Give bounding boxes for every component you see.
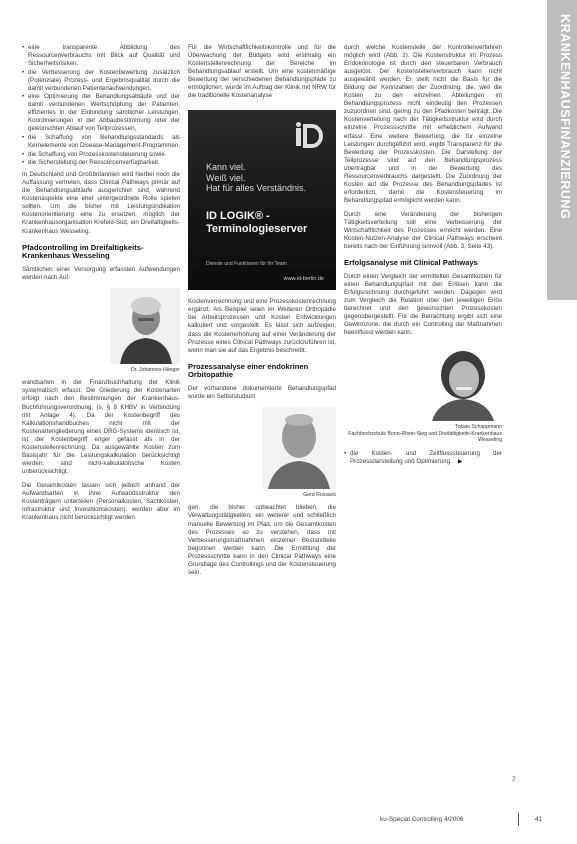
section-sidebar-label: KRANKENHAUSFINANZIERUNG	[558, 14, 572, 220]
section-heading: Prozessanalyse einer endokrinen Orbitopathie	[188, 361, 309, 380]
list-item-text: die Kosten- und Zeitflusssteuerung der Prozessdarstellung und Optimierung.	[350, 449, 502, 465]
list-item: • die Schaffung von Behandlungsstandards als Kernelemente von Disease-Management-Programmen,	[22, 134, 180, 150]
portrait-photo	[110, 288, 180, 364]
portrait-image	[262, 407, 336, 489]
body-paragraph: durch welche Kostenstelle der Kontrollenverfahren möglich wird (Abb. 2). Die Kostenstruktur im Prozess Endokrinologie ist durch den steuerbaren Verbrauch ausgelöst. Der Kostenstellenverbrauch kann nicht ausgewählt werden. Er stellt nicht die Basis für die Bildung der Kennzahlen der Zuordnung, die, weil die Kosten zu den einzelnen Abteilungen im Behandlungsprozess nicht eindeutig den Prozessen zuzuordnen sind, gering zu den Pfadkosten beiträgt. Die Kostenverteilung nach der Tätigkeitsstruktur wird durch einzelne Prozessschritte mit erheblichem Aufwand erfasst. Eine weitere Bewertung, die für einzelne Leistungen durchgeführt wird, ergibt Transparenz für die Bewertung der Prozesskosten. Die Darstellung der Teilprozesse sind auf den Behandlungsprozess übertragbar und in der Bewertung des Ressourcenverbrauchs dargestellt. Die Zuordnung der Kosten auf die Prozesse des Behandlungspfades ist erforderlich, damit die Kostensteuerung im Behandlungspfad ermöglicht werden kann.	[344, 44, 502, 204]
list-item: • eine transparente Abbildung des Ressourcenverbrauchs mit Blick auf Qualität und Sicherheitsrisiken,	[22, 44, 180, 68]
body-paragraph: Durch eine Veränderung der bisherigen Tätigkeitsverteilung soll eine Verbesserung der Wirtschaftlichkeit des Prozesses erreicht werden. Eine Kosten-Nutzen-Analyse der Clinical Pathways erscheint bereits nach der Einführung sinnvoll (Abb. 3, Seite 43).	[344, 210, 502, 251]
page-number: 41	[535, 816, 543, 823]
list-item	[344, 450, 502, 466]
portrait-image	[110, 288, 180, 364]
photo-caption: Dr. Johannes Hänger	[130, 366, 180, 373]
body-paragraph: In Deutschland und Großbritannien wird hierbei noch die Auffassung vertreten, dass Clinical Pathways primär auf die Behandlungsabläufe ausgerichtet sind, während Kostenaspekte eine eher untergeordnete Rolle spielen sollten. Um die bisher mit Leistungsindikation Kostenorientierung eine zu ersetzen, möglich der Krankenhausorganisation Krefeld-Süd, ein Dreifaltigkeits-Krankenhaus Wesseling.	[22, 171, 180, 235]
body-paragraph: wandsarten in der Finanzbuchhaltung der Klinik systematisch erfasst. Die Gliederung der Kostenarten erfolgt nach den Bestimmungen der Krankenhaus-Buchführungsverordnung, (s. § 8 KHBV in Verbindung mit Anlage 4). Da der Kostenbegriff des Kalkulationshandbuches nicht mit der Kostenartengliederung eines DRG-Systems identisch ist, ist der Kostenbegriff enger gefasst als in der Kostenstellenrechnung. Da ausgewählte Kosten zum Basisjahr für die Leistungskalkulation berücksichtigt werden, sind nicht-kalkulatorische Kosten unberücksichtigt.	[22, 379, 180, 475]
list-item: • die Sicherstellung der Ressourcenverfügbarkeit.	[22, 159, 180, 167]
column-3	[344, 44, 502, 470]
list-item: • eine Optimierung der Behandlungsabläufe und der damit verbundenen Wertschöpfung der Patienten, effizientes in der Einbindung sämtlicher Leistungen, Koordinierungen in der Abbaubestimmung oder der gewünschten Ablauf von Teilprozessen,	[22, 93, 180, 133]
ad-slogan: Kann viel. Weiß viel. Hat für alles Verständnis.	[206, 162, 307, 194]
portrait-photo	[262, 407, 336, 489]
ad-url[interactable]: www.id-berlin.de	[283, 276, 324, 283]
column-2	[188, 44, 336, 583]
margin-mark: 2	[512, 776, 516, 783]
continued-list	[344, 450, 502, 466]
goals-list	[22, 44, 180, 167]
ad-subline: Dienste und Funktionen für Ihr Team	[206, 261, 287, 268]
body-paragraph: Die Gesamtkosten lassen sich jedoch anhand der Aufwandsarten in ihrer Aufwandsstruktur den Kostenträgern unterteilen (Personalkosten, Sachkosten, Infrastruktur und Investitionskosten), werden aber im Krankenhaus nicht berücksichtigt werden.	[22, 481, 180, 522]
body-paragraph: Sämtlichen einer Versorgung erfassten Aufwendungen werden nach Auf-	[22, 265, 180, 281]
section-sidebar	[547, 0, 577, 300]
section-heading: Erfolgsanalyse mit Clinical Pathways	[344, 258, 478, 268]
footer-divider	[518, 813, 519, 826]
brand-logo	[294, 122, 324, 148]
advertisement	[188, 110, 336, 290]
portrait-image	[424, 343, 502, 421]
section-heading: Pfadcontrolling im Dreifaltigkeits-Krankenhaus Wesseling	[22, 242, 144, 261]
list-item: • die Schaffung von Prozesskostensteuerung sowie	[22, 151, 180, 159]
body-paragraph: Kostenverrechnung und eine Prozesskostenrechnung ergänzt. Als Beispiel seien im Weiteren Orthopädie bei Arbeitsprozessen und Kosten Entwicklungen kalkuliert und vorgestellt. Es lässt sich aufzeigen, dass die Kostenerhöhung auf einer Veränderung der Prozesse eines Clinical Pathways zurückzuführen ist, wenn man sie auf das Ergebnis beschreibt.	[188, 298, 336, 354]
continue-arrow-icon: ▶	[457, 458, 463, 465]
column-1	[22, 44, 180, 528]
body-paragraph: Für die Wirtschaftlichkeitskontrolle und für die Überwachung der Budgets wird erstmalig ein Kostenstellenrechnung der Bereiche im Behandlungsablauf erstellt. Um eine kostenmäßige Bewertung der verschiedenen Behandlungspfade zu ermöglichen, wurde im Auftrag der Klinik mit NRW für die traditionelle Kostenanalyse	[188, 44, 336, 100]
list-item: • die Verbesserung der Kostenbewertung zusätzlich (Potenziale) Prozess- und Ergebnisqualität durch die damit verbundenen Patientenaufwendungen,	[22, 69, 180, 93]
body-paragraph: gen, die bisher unbeachtet blieben, die Verwaltungstätigkeiten, ein weiterer und schließlich manuelle Bewertung im Pfad, um die Gesamtkosten des Prozesses so zu verstehen, dass mit Verbesserungsmaßnahmen einzelner Bestandteile begonnen werden kann. Die Ermittlung der Prozessschritte kann in den Clinical Pathways eine Grundlage des Controllings und der Kostensteuerung sein.	[188, 504, 336, 576]
body-paragraph: Durch einen Vergleich der ermittelten Gesamtkosten für einen Behandlungspfad mit den Erlösen kann die Erfolgsrechnung durchgeführt werden. Dagegen wird zum Vergleich die Relation über den jeweiligen Erlös berechnet und den gewünschten Prozesskosten gegenübergestellt. Für die Betrachtung ergibt sich eine Gewinnzone, die durch ein Controlling der Maßnahmen beeinflusst werden kann.	[344, 272, 502, 337]
ad-product: ID LOGIK® - Terminologieserver	[206, 210, 308, 236]
body-paragraph: Der vorhandene dokumentierte Behandlungspfad wurde ein Selbststudium	[188, 384, 336, 400]
magazine-name: ku-Special Controlling 4/2006	[380, 816, 464, 823]
photo-caption: Gerd Russack	[303, 491, 336, 498]
portrait-photo	[424, 343, 502, 421]
photo-caption: Tobias Schappmann Fachhochschule Bonn-Rhein-Sieg und Dreifaltigkeits-Krankenhaus Wesseling	[348, 424, 502, 444]
